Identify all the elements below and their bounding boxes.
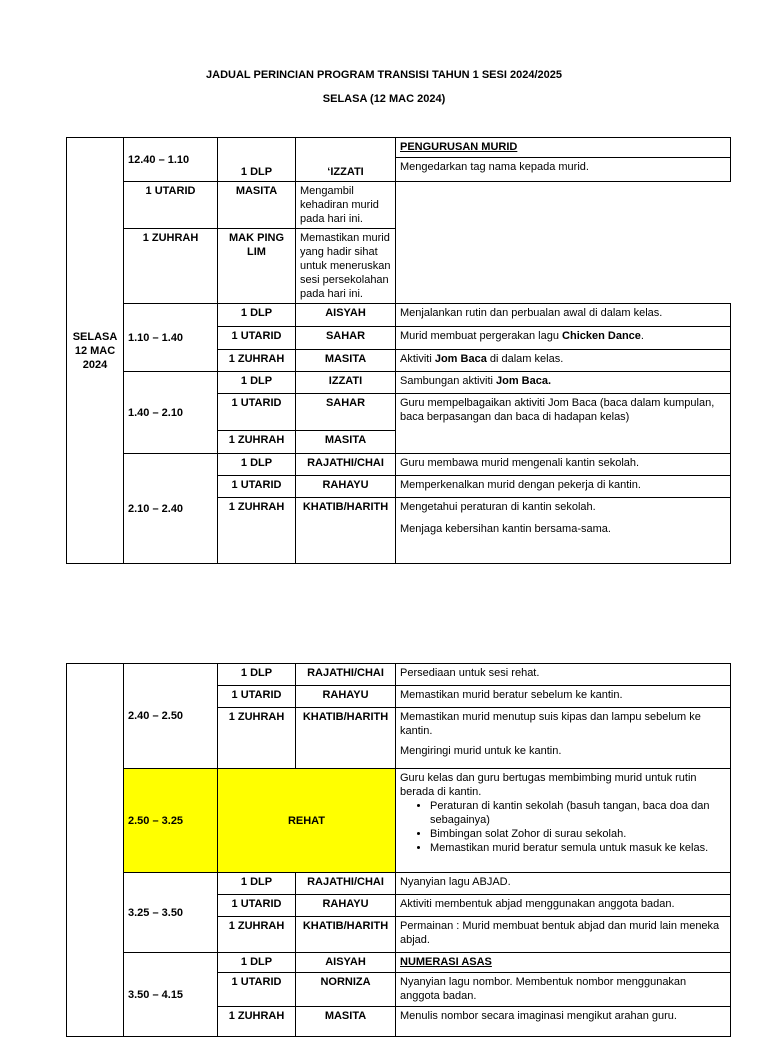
- teacher-name: MASITA: [296, 350, 396, 372]
- teacher-name: RAJATHI/CHAI: [296, 454, 396, 476]
- activity-text: Sambungan aktiviti Jom Baca.: [400, 375, 552, 387]
- activity-text: Murid membuat pergerakan lagu Chicken Dance.: [400, 330, 644, 342]
- activity-text: Menjaga kebersihan kantin bersama-sama.: [400, 523, 611, 535]
- class-name: 1 UTARID: [218, 686, 296, 708]
- teacher-name: AISYAH: [296, 953, 396, 973]
- schedule-table-1: [66, 137, 731, 564]
- time-slot: 2.50 – 3.25: [124, 769, 218, 873]
- teacher-name: KHATIB/HARITH: [296, 917, 396, 953]
- time-slot: 1.10 – 1.40: [124, 304, 218, 372]
- time-slot: 12.40 – 1.10: [124, 138, 218, 182]
- activity-text: Guru mempelbagaikan aktiviti Jom Baca (baca dalam kumpulan, baca berpasangan dan baca di hadapan kelas): [400, 397, 715, 423]
- class-name: 1 DLP: [218, 372, 296, 394]
- class-name: 1 UTARID: [218, 327, 296, 350]
- teacher-name: NORNIZA: [296, 973, 396, 1007]
- activity-text: Persediaan untuk sesi rehat.: [400, 667, 540, 679]
- activity-text: Guru kelas dan guru bertugas membimbing murid untuk rutin berada di kantin.: [400, 772, 697, 798]
- list-item: • Memastikan murid beratur semula untuk masuk ke kelas.: [430, 841, 730, 855]
- section-header: PENGURUSAN MURID: [400, 141, 518, 153]
- class-name: 1 ZUHRAH: [218, 708, 296, 769]
- list-item: • Peraturan di kantin sekolah (basuh tangan, baca doa dan sebagainya): [430, 799, 730, 827]
- class-name: 1 UTARID: [218, 394, 296, 431]
- teacher-name: RAJATHI/CHAI: [296, 873, 396, 895]
- teacher-name: KHATIB/HARITH: [296, 708, 396, 769]
- rule-list: [396, 799, 730, 855]
- activity-text: Memperkenalkan murid dengan pekerja di kantin.: [400, 479, 641, 491]
- activity-text: Aktiviti Jom Baca di dalam kelas.: [400, 353, 564, 365]
- activity-text: Mengedarkan tag nama kepada murid.: [400, 161, 589, 173]
- time-slot: 2.40 – 2.50: [124, 664, 218, 769]
- list-item: • Bimbingan solat Zohor di surau sekolah.: [430, 827, 730, 841]
- activity-text: Menjalankan rutin dan perbualan awal di dalam kelas.: [400, 307, 663, 319]
- document-title: JADUAL PERINCIAN PROGRAM TRANSISI TAHUN 1 SESI 2024/2025: [206, 69, 562, 81]
- class-name: 1 DLP: [218, 138, 296, 182]
- class-name: 1 ZUHRAH: [218, 498, 296, 564]
- class-name: 1 DLP: [218, 953, 296, 973]
- teacher-name: RAJATHI/CHAI: [296, 664, 396, 686]
- activity-text: Menulis nombor secara imaginasi mengikut arahan guru.: [400, 1010, 677, 1022]
- teacher-name: RAHAYU: [296, 686, 396, 708]
- document-subtitle: SELASA (12 MAC 2024): [322, 93, 446, 105]
- teacher-name: ‘IZZATI: [296, 138, 396, 182]
- activity-text: Mengambil kehadiran murid pada hari ini.: [300, 185, 379, 225]
- time-slot: 1.40 – 2.10: [124, 372, 218, 454]
- class-name: 1 DLP: [218, 304, 296, 327]
- day-cell: [67, 664, 124, 1037]
- teacher-name: IZZATI: [296, 372, 396, 394]
- class-name: 1 UTARID: [218, 895, 296, 917]
- teacher-name: SAHAR: [296, 394, 396, 431]
- class-name: 1 UTARID: [124, 182, 218, 229]
- activity-text: Nyanyian lagu nombor. Membentuk nombor menggunakan anggota badan.: [400, 976, 687, 1002]
- time-slot: 2.10 – 2.40: [124, 454, 218, 564]
- teacher-name: MASITA: [296, 431, 396, 454]
- class-name: 1 ZUHRAH: [218, 431, 296, 454]
- class-name: 1 DLP: [218, 454, 296, 476]
- teacher-name: KHATIB/HARITH: [296, 498, 396, 564]
- activity-text: Nyanyian lagu ABJAD.: [400, 876, 511, 888]
- teacher-name: RAHAYU: [296, 895, 396, 917]
- activity-text: Permainan : Murid membuat bentuk abjad dan murid lain meneka abjad.: [400, 920, 720, 946]
- teacher-name: AISYAH: [296, 304, 396, 327]
- class-name: 1 DLP: [218, 873, 296, 895]
- break-label: REHAT: [218, 769, 396, 873]
- day-cell: SELASA 12 MAC 2024: [67, 138, 124, 564]
- class-name: 1 ZUHRAH: [218, 350, 296, 372]
- teacher-name: RAHAYU: [296, 476, 396, 498]
- activity-text: Memastikan murid yang hadir sihat untuk meneruskan sesi persekolahan pada hari ini.: [300, 232, 391, 300]
- activity-text: Mengiringi murid untuk ke kantin.: [400, 745, 562, 757]
- teacher-name: MASITA: [218, 182, 296, 229]
- class-name: 1 ZUHRAH: [218, 917, 296, 953]
- activity-text: Guru membawa murid mengenali kantin sekolah.: [400, 457, 640, 469]
- time-slot: 3.25 – 3.50: [124, 873, 218, 953]
- class-name: 1 ZUHRAH: [218, 1007, 296, 1037]
- class-name: 1 DLP: [218, 664, 296, 686]
- activity-text: Memastikan murid beratur sebelum ke kantin.: [400, 689, 623, 701]
- teacher-name: MAK PING LIM: [218, 229, 296, 304]
- class-name: 1 UTARID: [218, 476, 296, 498]
- teacher-name: MASITA: [296, 1007, 396, 1037]
- activity-text: Aktiviti membentuk abjad menggunakan anggota badan.: [400, 898, 675, 910]
- teacher-name: SAHAR: [296, 327, 396, 350]
- class-name: 1 UTARID: [218, 973, 296, 1007]
- class-name: 1 ZUHRAH: [124, 229, 218, 304]
- activity-text: Memastikan murid menutup suis kipas dan lampu sebelum ke kantin.: [400, 711, 701, 737]
- schedule-table-2: [66, 663, 731, 1037]
- section-header: NUMERASI ASAS: [400, 956, 492, 968]
- activity-text: Mengetahui peraturan di kantin sekolah.: [400, 501, 596, 513]
- time-slot: 3.50 – 4.15: [124, 953, 218, 1037]
